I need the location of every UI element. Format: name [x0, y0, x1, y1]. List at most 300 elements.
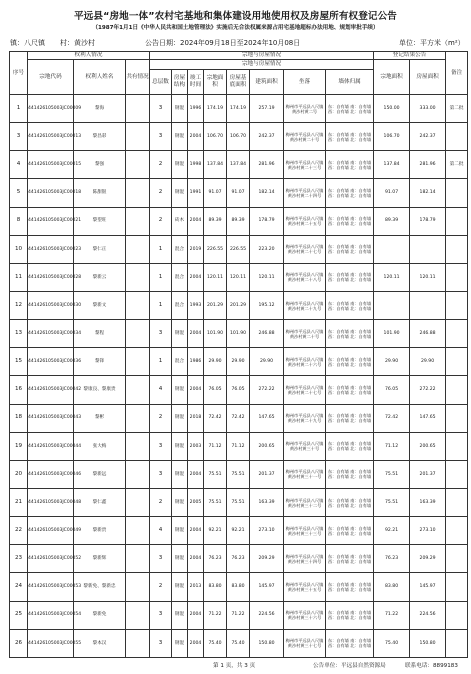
row-result-land: 29.90: [374, 348, 410, 376]
row-land-code: 441426105003JC00043: [28, 404, 74, 432]
row-result-land: 76.23: [374, 545, 410, 573]
row-remark: [446, 488, 468, 516]
row-result-land: 71.22: [374, 601, 410, 629]
row-seq: 22: [10, 517, 28, 545]
page-indicator: 第 1 页，共 3 页: [213, 663, 256, 669]
row-floors: 3: [150, 95, 172, 123]
row-structure: 钢混: [172, 629, 188, 657]
row-location: 梅州市平远县八尺镇黄沙村黄二号: [284, 95, 326, 123]
row-remark: 第二批: [446, 95, 468, 123]
row-build-area: 273.10: [250, 517, 284, 545]
row-location: 梅州市平远县八尺镇黄沙村黄二十四号: [284, 179, 326, 207]
row-build-area: 257.19: [250, 95, 284, 123]
row-land-code: 441426105003JC00054: [28, 601, 74, 629]
row-land-code: 441426105003JC00052: [28, 545, 74, 573]
row-boundary: 东：自有墙 南：自有墙 西：自有墙 北：自有墙: [326, 601, 374, 629]
row-result-house: 120.11: [410, 263, 446, 291]
row-floors: 1: [150, 291, 172, 319]
unit-label: 单位：平方米（m²）: [399, 39, 465, 47]
row-result-land: 89.39: [374, 207, 410, 235]
row-boundary: 东：自有墙 南：自有墙 西：自有墙 北：自有墙: [326, 573, 374, 601]
row-result-land: 106.70: [374, 123, 410, 151]
row-floors: 1: [150, 348, 172, 376]
row-base-area: 91.07: [227, 179, 250, 207]
row-share: [126, 207, 150, 235]
phone-label: 联系电话：8899183: [405, 663, 458, 669]
row-floors: 3: [150, 460, 172, 488]
col-group-result: 登记结果公告: [374, 52, 446, 60]
row-land-code: 441426105003JC00013: [28, 123, 74, 151]
row-owner-name: 黎锋: [74, 348, 126, 376]
col-land-sub: 宗地与房屋情况: [150, 60, 374, 70]
row-land-code: 441426105003JC00042: [28, 376, 74, 404]
row-remark: [446, 263, 468, 291]
row-location: 梅州市平远县八尺镇黄沙村黄三十四号: [284, 545, 326, 573]
table-row: [10, 376, 468, 404]
row-result-house: 145.97: [410, 573, 446, 601]
announcement-subtitle: （1987年1月1日《中华人民共和国土地管理法》实施后无合法权属来源占用宅基地超标办法用地、规划审批手续）: [92, 25, 379, 31]
row-build-area: 246.88: [250, 320, 284, 348]
row-seq: 13: [10, 320, 28, 348]
row-result-house: 273.10: [410, 517, 446, 545]
row-land-code: 441426105003JC00030: [28, 291, 74, 319]
row-year: 2004: [188, 320, 204, 348]
row-result-house: [410, 291, 446, 319]
row-structure: 混合: [172, 263, 188, 291]
row-result-house: 29.90: [410, 348, 446, 376]
row-land-area: 71.22: [204, 601, 227, 629]
row-result-land: 76.05: [374, 376, 410, 404]
row-owner-name: 黎新文: [74, 291, 126, 319]
row-boundary: 东：自有墙 南：自有墙 西：自有墙 北：自有墙: [326, 629, 374, 657]
row-location: 梅州市平远县八尺镇黄沙村黄三十七号: [284, 629, 326, 657]
row-build-area: 200.65: [250, 432, 284, 460]
row-share: [126, 573, 150, 601]
row-build-area: 272.22: [250, 376, 284, 404]
row-result-land: [374, 291, 410, 319]
row-location: 梅州市平远县八尺镇黄沙村黄三十号: [284, 432, 326, 460]
row-build-area: 182.14: [250, 179, 284, 207]
table-row: [10, 460, 468, 488]
row-seq: 4: [10, 151, 28, 179]
row-remark: [446, 376, 468, 404]
row-remark: [446, 404, 468, 432]
col-remark: 备注: [446, 52, 468, 95]
row-location: 梅州市平远县八尺镇黄沙村黄三十六号: [284, 601, 326, 629]
row-result-land: 75.51: [374, 460, 410, 488]
row-result-land: 71.12: [374, 432, 410, 460]
row-owner-name: 黎新贵: [74, 517, 126, 545]
row-seq: 3: [10, 123, 28, 151]
row-structure: 混合: [172, 235, 188, 263]
row-owner-name: 黎彬: [74, 404, 126, 432]
col-base-area: 房屋基底面积: [227, 70, 250, 95]
row-result-house: 333.00: [410, 95, 446, 123]
row-boundary: 东：自有墙 南：自有墙 西：自有墙 北：自有墙: [326, 207, 374, 235]
row-result-land: [374, 235, 410, 263]
row-base-area: 71.22: [227, 601, 250, 629]
row-land-area: 75.40: [204, 629, 227, 657]
row-location: 梅州市平远县八尺镇黄沙村黄三十三号: [284, 517, 326, 545]
row-remark: [446, 320, 468, 348]
row-base-area: 120.11: [227, 263, 250, 291]
row-share: [126, 488, 150, 516]
row-land-area: 29.90: [204, 348, 227, 376]
row-location: 梅州市平远县八尺镇黄沙村黄二十七号: [284, 376, 326, 404]
row-result-house: 201.37: [410, 460, 446, 488]
table-row: [10, 573, 468, 601]
row-structure: 钢混: [172, 376, 188, 404]
row-land-code: 441426105003JC00023: [28, 235, 74, 263]
row-base-area: 75.51: [227, 488, 250, 516]
row-land-area: 174.19: [204, 95, 227, 123]
row-year: 2004: [188, 629, 204, 657]
row-boundary: 东：自有墙 南：自有墙 西：自有墙 北：自有墙: [326, 432, 374, 460]
row-owner-name: 黎仁鑫: [74, 488, 126, 516]
row-year: 2019: [188, 235, 204, 263]
row-location: 梅州市平远县八尺镇黄沙村黄二十七号: [284, 235, 326, 263]
row-boundary: 东：自有墙 南：自有墙 西：自有墙 北：自有墙: [326, 517, 374, 545]
row-result-land: 150.00: [374, 95, 410, 123]
row-land-area: 83.80: [204, 573, 227, 601]
row-base-area: 72.42: [227, 404, 250, 432]
table-row: [10, 320, 468, 348]
col-group-owner: 权利人情况: [28, 52, 150, 60]
row-seq: 20: [10, 460, 28, 488]
col-share: 共有情况: [126, 60, 150, 95]
row-result-land: 137.84: [374, 151, 410, 179]
row-land-code: 441426105003JC00048: [28, 488, 74, 516]
row-boundary: 东：自有墙 南：自有墙 西：自有墙 北：自有墙: [326, 545, 374, 573]
row-structure: 钢混: [172, 573, 188, 601]
row-remark: [446, 207, 468, 235]
row-floors: 3: [150, 601, 172, 629]
table-row: [10, 404, 468, 432]
row-share: [126, 320, 150, 348]
registration-table: [9, 51, 468, 658]
row-owner-name: 陈甜银: [74, 179, 126, 207]
row-base-area: 201.29: [227, 291, 250, 319]
row-land-area: 75.51: [204, 460, 227, 488]
row-boundary: 东：自有墙 南：自有墙 西：自有墙 北：自有墙: [326, 123, 374, 151]
row-year: 2004: [188, 601, 204, 629]
row-floors: 3: [150, 545, 172, 573]
row-land-area: 89.39: [204, 207, 227, 235]
table-row: [10, 432, 468, 460]
row-year: 2004: [188, 263, 204, 291]
row-share: [126, 123, 150, 151]
row-location: 梅州市平远县八尺镇黄沙村黄二十五号: [284, 207, 326, 235]
row-seq: 10: [10, 235, 28, 263]
table-row: [10, 263, 468, 291]
row-remark: [446, 460, 468, 488]
row-floors: 2: [150, 488, 172, 516]
row-land-code: 441426105003JC00053: [28, 573, 74, 601]
row-share: [126, 179, 150, 207]
row-boundary: 东：自有墙 南：自有墙 西：自有墙 北：自有墙: [326, 488, 374, 516]
row-share: [126, 151, 150, 179]
row-remark: [446, 235, 468, 263]
row-structure: 钢混: [172, 404, 188, 432]
row-boundary: 东：自有墙 南：自有墙 西：自有墙 北：自有墙: [326, 291, 374, 319]
row-owner-name: 黎新远: [74, 460, 126, 488]
row-build-area: 29.90: [250, 348, 284, 376]
row-owner-name: 黎程: [74, 320, 126, 348]
row-floors: 3: [150, 629, 172, 657]
row-structure: 钢混: [172, 517, 188, 545]
table-row: [10, 207, 468, 235]
row-land-code: 441426105003JC00036: [28, 348, 74, 376]
row-seq: 15: [10, 348, 28, 376]
row-land-code: 441426105003JC00034: [28, 320, 74, 348]
row-structure: 钢混: [172, 151, 188, 179]
row-build-area: 209.29: [250, 545, 284, 573]
row-seq: 25: [10, 601, 28, 629]
row-year: 1996: [188, 95, 204, 123]
issuer-label: 公告单位：平远县自然资源局: [313, 663, 386, 669]
row-structure: 混合: [172, 291, 188, 319]
row-seq: 11: [10, 263, 28, 291]
row-structure: 混合: [172, 348, 188, 376]
table-row: [10, 235, 468, 263]
row-boundary: 东：自有墙 南：自有墙 西：自有墙 北：自有墙: [326, 376, 374, 404]
row-result-house: 246.88: [410, 320, 446, 348]
row-base-area: 75.51: [227, 460, 250, 488]
row-land-code: 441426105003JC00049: [28, 517, 74, 545]
row-land-area: 76.23: [204, 545, 227, 573]
row-base-area: 174.19: [227, 95, 250, 123]
row-remark: [446, 432, 468, 460]
table-row: [10, 629, 468, 657]
row-land-code: 441426105003JC00018: [28, 179, 74, 207]
row-share: [126, 95, 150, 123]
row-seq: 23: [10, 545, 28, 573]
row-result-house: 150.80: [410, 629, 446, 657]
row-build-area: 120.11: [250, 263, 284, 291]
row-seq: 18: [10, 404, 28, 432]
table-row: [10, 348, 468, 376]
col-floors: 总层数: [150, 70, 172, 95]
row-result-house: 200.65: [410, 432, 446, 460]
row-result-land: 120.11: [374, 263, 410, 291]
row-remark: [446, 123, 468, 151]
row-land-area: 72.42: [204, 404, 227, 432]
row-build-area: 163.39: [250, 488, 284, 516]
row-boundary: 东：自有墙 南：自有墙 西：自有墙 北：自有墙: [326, 179, 374, 207]
row-result-house: 281.96: [410, 151, 446, 179]
table-row: [10, 291, 468, 319]
col-boundary: 墙体归属: [326, 70, 374, 95]
row-share: [126, 235, 150, 263]
row-land-code: 441426105003JC00015: [28, 151, 74, 179]
row-location: 梅州市平远县八尺镇黄沙村黄三十五号: [284, 573, 326, 601]
row-structure: 钢混: [172, 179, 188, 207]
col-seq: 序号: [10, 52, 28, 95]
row-result-house: 242.37: [410, 123, 446, 151]
row-floors: 2: [150, 404, 172, 432]
row-location: 梅州市平远县八尺镇黄沙村黄二十九号: [284, 291, 326, 319]
row-remark: [446, 348, 468, 376]
row-result-house: 147.65: [410, 404, 446, 432]
row-result-house: 163.39: [410, 488, 446, 516]
row-build-area: 145.97: [250, 573, 284, 601]
col-land-area: 宗地面积: [204, 70, 227, 95]
row-share: [126, 629, 150, 657]
row-owner-name: 黎新辉: [74, 545, 126, 573]
col-group-land: 宗地与房屋情况: [150, 52, 374, 60]
row-remark: [446, 517, 468, 545]
row-share: [126, 545, 150, 573]
row-year: 2004: [188, 376, 204, 404]
row-owner-name: 黎强: [74, 151, 126, 179]
row-result-house: 224.56: [410, 601, 446, 629]
row-land-code: 441426105003JC00044: [28, 432, 74, 460]
row-structure: 钢混: [172, 320, 188, 348]
row-boundary: 东：自有墙 南：自有墙 西：自有墙 北：自有墙: [326, 95, 374, 123]
row-remark: [446, 573, 468, 601]
row-owner-name: 黎新云: [74, 263, 126, 291]
row-floors: 2: [150, 151, 172, 179]
row-year: 2003: [188, 432, 204, 460]
row-location: 梅州市平远县八尺镇黄沙村黄二十三号: [284, 151, 326, 179]
row-location: 梅州市平远县八尺镇黄沙村黄二十八号: [284, 263, 326, 291]
row-seq: 16: [10, 376, 28, 404]
row-land-area: 101.90: [204, 320, 227, 348]
table-row: [10, 601, 468, 629]
row-year: 2004: [188, 517, 204, 545]
row-boundary: 东：自有墙 南：自有墙 西：自有墙 北：自有墙: [326, 460, 374, 488]
row-remark: [446, 629, 468, 657]
col-location: 坐落: [284, 70, 326, 95]
row-build-area: 150.80: [250, 629, 284, 657]
row-boundary: 东：自有墙 南：自有墙 西：自有墙 北：自有墙: [326, 263, 374, 291]
row-owner-name: 黎新免、黎新忠: [74, 573, 126, 601]
row-boundary: 东：自有墙 南：自有墙 西：自有墙 北：自有墙: [326, 404, 374, 432]
row-owner-name: 黎望旺: [74, 207, 126, 235]
row-floors: 3: [150, 320, 172, 348]
row-remark: 第二批: [446, 151, 468, 179]
row-base-area: 75.40: [227, 629, 250, 657]
row-base-area: 71.12: [227, 432, 250, 460]
row-result-land: 83.80: [374, 573, 410, 601]
row-build-area: 242.37: [250, 123, 284, 151]
row-year: 2005: [188, 488, 204, 516]
table-row: [10, 123, 468, 151]
row-land-code: 441426105003JC00021: [28, 207, 74, 235]
row-seq: 24: [10, 573, 28, 601]
row-base-area: 89.39: [227, 207, 250, 235]
row-seq: 5: [10, 179, 28, 207]
row-result-house: [410, 235, 446, 263]
row-floors: 2: [150, 207, 172, 235]
row-year: 1991: [188, 179, 204, 207]
row-result-house: 178.79: [410, 207, 446, 235]
row-result-house: 182.14: [410, 179, 446, 207]
table-row: [10, 545, 468, 573]
row-boundary: 东：自有墙 南：自有墙 西：自有墙 北：自有墙: [326, 151, 374, 179]
row-owner-name: 黎新免: [74, 601, 126, 629]
row-share: [126, 404, 150, 432]
row-build-area: 147.65: [250, 404, 284, 432]
row-year: 1998: [188, 151, 204, 179]
row-result-house: 272.22: [410, 376, 446, 404]
row-remark: [446, 601, 468, 629]
row-seq: 8: [10, 207, 28, 235]
col-build-area: 建筑面积: [250, 70, 284, 95]
row-location: 梅州市平远县八尺镇黄沙村黄二十九号: [284, 404, 326, 432]
row-build-area: 223.20: [250, 235, 284, 263]
row-share: [126, 291, 150, 319]
col-year: 竣工时间: [188, 70, 204, 95]
row-share: [126, 601, 150, 629]
row-owner-name: 黎康良、黎康贵: [74, 376, 126, 404]
row-land-area: 106.70: [204, 123, 227, 151]
row-structure: 钢混: [172, 460, 188, 488]
row-result-land: 101.90: [374, 320, 410, 348]
row-location: 梅州市平远县八尺镇黄沙村黄三十二号: [284, 488, 326, 516]
row-seq: 1: [10, 95, 28, 123]
row-floors: 2: [150, 573, 172, 601]
row-remark: [446, 179, 468, 207]
row-land-code: 441426105003JC00028: [28, 263, 74, 291]
row-build-area: 201.37: [250, 460, 284, 488]
row-year: 2004: [188, 123, 204, 151]
row-result-land: 75.40: [374, 629, 410, 657]
row-base-area: 106.70: [227, 123, 250, 151]
row-base-area: 76.05: [227, 376, 250, 404]
row-result-land: 72.42: [374, 404, 410, 432]
col-owner-name: 权利人姓名: [74, 60, 126, 95]
row-year: 1986: [188, 348, 204, 376]
row-location: 梅州市平远县八尺镇黄沙村黄二十号: [284, 123, 326, 151]
row-owner-name: 黎仁正: [74, 235, 126, 263]
row-build-area: 281.96: [250, 151, 284, 179]
row-result-land: 91.07: [374, 179, 410, 207]
row-base-area: 76.23: [227, 545, 250, 573]
row-location: 梅州市平远县八尺镇黄沙村黄二十号: [284, 320, 326, 348]
row-year: 2018: [188, 404, 204, 432]
table-row: [10, 95, 468, 123]
row-structure: 钢混: [172, 123, 188, 151]
row-structure: 砖木: [172, 207, 188, 235]
table-row: [10, 179, 468, 207]
row-base-area: 137.84: [227, 151, 250, 179]
row-land-area: 137.84: [204, 151, 227, 179]
row-owner-name: 张大梅: [74, 432, 126, 460]
row-base-area: 29.90: [227, 348, 250, 376]
row-structure: 钢混: [172, 432, 188, 460]
row-boundary: 东：自有墙 南：自有墙 西：自有墙 北：自有墙: [326, 348, 374, 376]
row-floors: 2: [150, 179, 172, 207]
row-land-area: 92.21: [204, 517, 227, 545]
row-year: 2004: [188, 545, 204, 573]
col-result-house: 房屋面积: [410, 60, 446, 95]
row-share: [126, 348, 150, 376]
table-row: [10, 517, 468, 545]
row-build-area: 224.56: [250, 601, 284, 629]
row-remark: [446, 291, 468, 319]
row-seq: 12: [10, 291, 28, 319]
row-seq: 21: [10, 488, 28, 516]
col-land-code: 宗地代码: [28, 60, 74, 95]
row-structure: 钢混: [172, 95, 188, 123]
row-year: 2004: [188, 207, 204, 235]
row-land-area: 76.05: [204, 376, 227, 404]
row-base-area: 101.90: [227, 320, 250, 348]
row-boundary: 东：自有墙 南：自有墙 西：自有墙 北：自有墙: [326, 235, 374, 263]
row-base-area: 92.21: [227, 517, 250, 545]
row-land-area: 91.07: [204, 179, 227, 207]
